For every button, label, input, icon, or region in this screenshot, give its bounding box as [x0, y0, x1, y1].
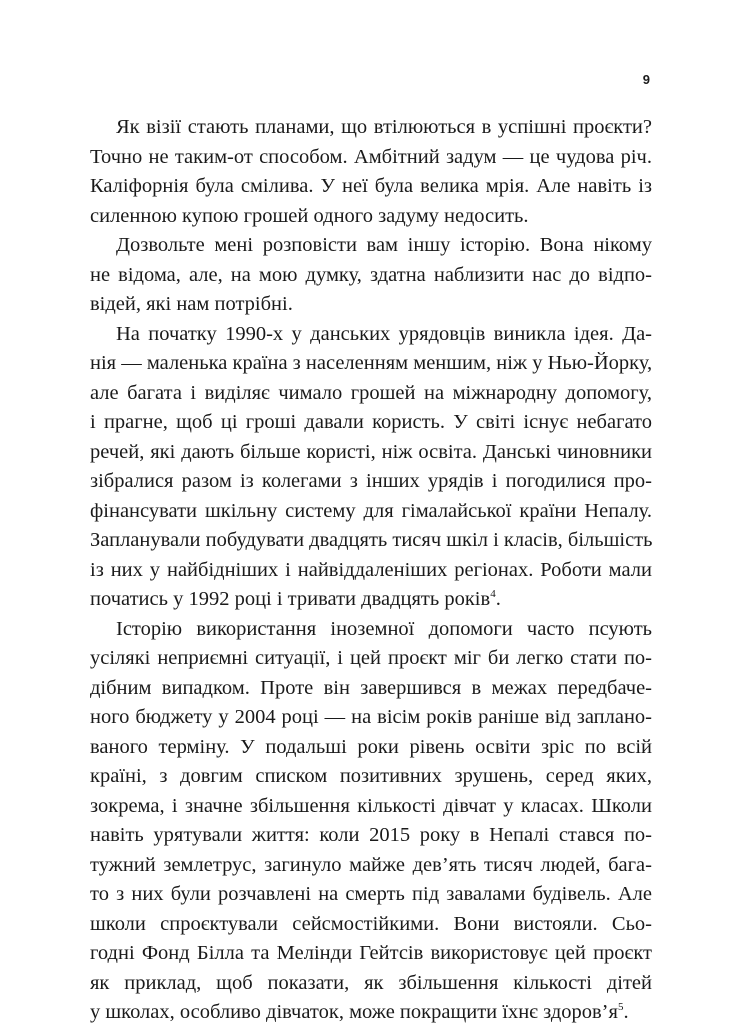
paragraph-2 — [90, 231, 652, 320]
text-line: зокрема, і значне збільшення кількості дівчат у класах. Школи — [90, 794, 652, 817]
text-line: годні Фонд Білла та Мелінди Гейтсів використовує цей проєкт — [90, 942, 652, 964]
text-line: Запланували побудувати двадцять тисяч шкіл і класів, більшість — [90, 529, 652, 551]
text-line: у школах, особливо дівчаток, може покращити їхнє здоров’я — [90, 1001, 618, 1023]
text-line: зібралися разом із колегами з інших урядів і погодилися про- — [90, 470, 652, 492]
text-line: усілякі неприємні ситуації, і цей проєкт міг би легко стати по- — [90, 647, 652, 669]
text-line: силенною купою грошей одного задуму недосить. — [90, 204, 529, 227]
text-line: із них у найбідніших і найвіддаленіших регіонах. Роботи мали — [90, 558, 652, 581]
text-line: нія — маленька країна з населенням меншим, ніж у Нью-Йорку, — [90, 352, 652, 374]
text-line: країні, з довгим списком позитивних зрушень, серед яких, — [90, 765, 652, 787]
paragraph-3 — [90, 320, 652, 615]
text-line: ваного терміну. У подальші роки рівень освіти зріс по всій — [90, 735, 652, 758]
text-line: фінансувати шкільну систему для гімалайської країни Непалу. — [90, 499, 652, 522]
text-line: навіть урятували життя: коли 2015 року в Непалі стався по- — [90, 824, 652, 846]
paragraph-4 — [90, 615, 652, 1028]
text-line: відей, які нам потрібні. — [90, 293, 293, 315]
text-line: як приклад, щоб показати, як збільшення кількості дітей — [90, 971, 652, 994]
text-line: Каліфорнія була смілива. У неї була велика мрія. Але навіть із — [90, 175, 652, 197]
text-line-with-footnote: у школах, особливо дівчаток, може покращити їхнє здоров’я$^5$. — [90, 1001, 629, 1023]
text-line-with-footnote: початись у 1992 році і тривати двадцять років$^4$. — [90, 588, 501, 610]
text-line: початись у 1992 році і тривати двадцять років — [90, 588, 491, 610]
body-text — [90, 113, 652, 1028]
text-line: Історію використання іноземної допомоги часто псують — [116, 617, 652, 640]
text-line: На початку 1990-х у данських урядовців виникла ідея. Да- — [116, 322, 652, 345]
text-line: то з них були розчавлені на смерть під завалами будівель. Але — [90, 883, 652, 905]
page-number: 9 — [642, 72, 650, 87]
footnote-marker: 4 — [490, 588, 496, 600]
text-line: але багата і виділяє чимало грошей на міжнародну допомогу, — [90, 381, 652, 404]
text-line: речей, які дають більше користі, ніж освіта. Данські чиновники — [90, 440, 652, 463]
text-line: Дозвольте мені розповісти вам іншу історію. Вона нікому — [116, 234, 652, 256]
text-line: тужний землетрус, загинуло майже дев’ять тисяч людей, бага- — [90, 853, 652, 876]
text-line: Точно не таким-от способом. Амбітний задум — це чудова річ. — [90, 145, 652, 168]
paragraph-1 — [90, 113, 652, 231]
text-line: і прагне, щоб ці гроші давали користь. У світі існує небагато — [90, 411, 652, 433]
text-line: школи спроєктували сейсмостійкими. Вони вистояли. Сьо- — [90, 912, 652, 935]
text-line: дібним випадком. Проте він завершився в межах передбаче- — [90, 676, 652, 699]
text-line: не відома, але, на мою думку, здатна наблизити нас до відпо- — [90, 263, 652, 286]
text-line: Як візії стають планами, що втілюються в успішні проєкти? — [116, 116, 652, 138]
footnote-marker: 5 — [617, 1001, 624, 1013]
text-line: ного бюджету у 2004 році — на вісім років раніше від заплано- — [90, 706, 652, 728]
